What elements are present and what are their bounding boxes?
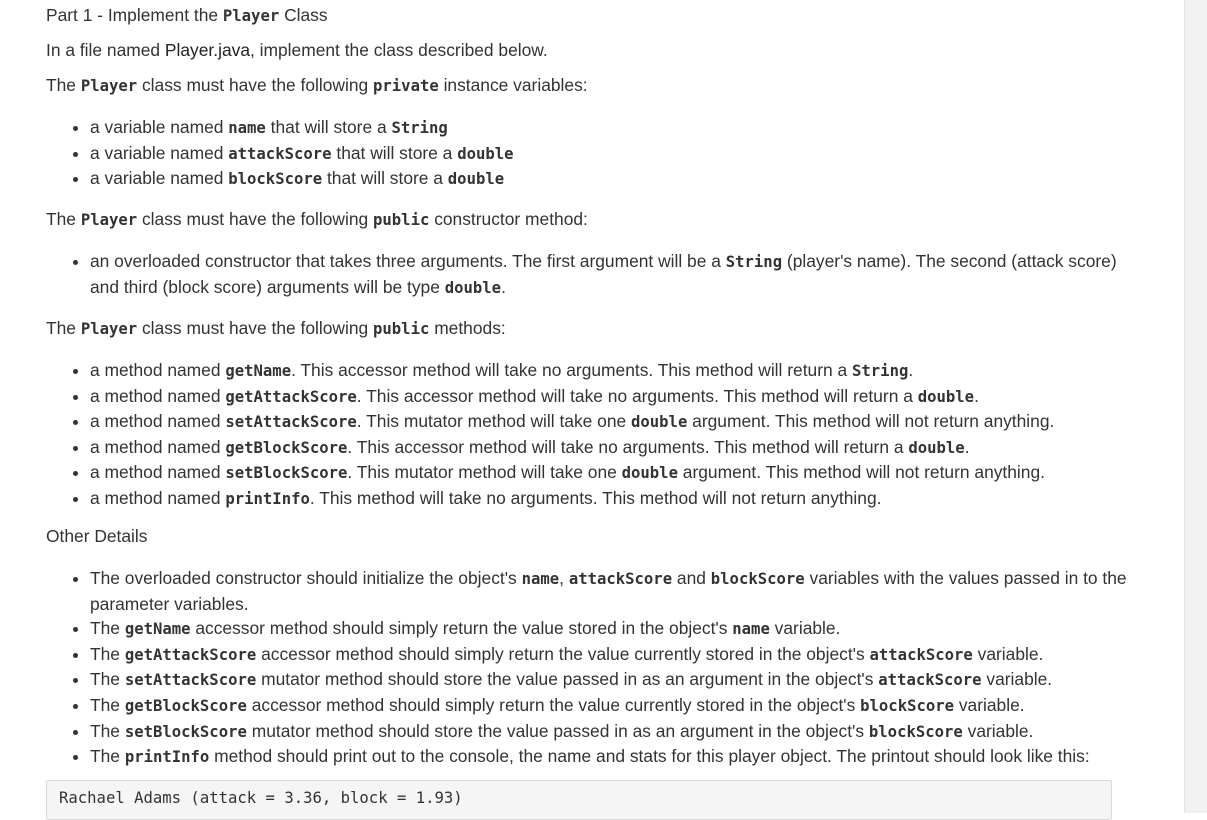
ivars-list <box>46 115 1156 192</box>
list-item: • The printInfo method should print out to the console, the name and stats for this player object. The printout should look like this: <box>90 744 1156 770</box>
list-item: • The getAttackScore accessor method should simply return the value currently stored in the object's attackScore variable. <box>90 642 1156 668</box>
list-item: • a method named getName. This accessor method will take no arguments. This method will return a String. <box>90 358 1156 384</box>
ctor-list <box>46 249 1130 300</box>
filename: Player.java <box>164 40 250 60</box>
list-item: • a variable named blockScore that will store a double <box>90 166 1156 192</box>
list-item: • a variable named attackScore that will store a double <box>90 141 1156 167</box>
ivars-paragraph: The Player class must have the following private instance variables: <box>46 75 588 95</box>
methods-paragraph: The Player class must have the following public methods: <box>46 318 506 338</box>
list-item: • a method named getBlockScore. This accessor method will take no arguments. This method will return a double. <box>90 435 1156 461</box>
sample-output-block: Rachael Adams (attack = 3.36, block = 1.93) <box>46 780 1112 820</box>
scrollbar[interactable] <box>1184 0 1207 813</box>
list-item: • The getName accessor method should simply return the value stored in the object's name variable. <box>90 616 1156 642</box>
list-item: • a method named getAttackScore. This accessor method will take no arguments. This method will return a double. <box>90 384 1156 410</box>
list-item: • The overloaded constructor should initialize the object's name, attackScore and blockScore variables with the values passed in to the parameter variables. <box>90 566 1156 616</box>
methods-list <box>46 358 1156 512</box>
part1-heading: Part 1 - Implement the Player Class <box>46 5 328 25</box>
list-item: • a method named printInfo. This method will take no arguments. This method will not return anything. <box>90 486 1156 512</box>
other-details-list <box>46 566 1156 770</box>
list-item: • an overloaded constructor that takes three arguments. The first argument will be a String (player's name). The second (attack score) and third (block score) arguments will be type double. <box>90 249 1130 300</box>
list-item: • The setAttackScore mutator method should store the value passed in as an argument in the object's attackScore variable. <box>90 667 1156 693</box>
other-details-heading: Other Details <box>46 526 148 546</box>
list-item: • a method named setAttackScore. This mutator method will take one double argument. This method will not return anything. <box>90 409 1156 435</box>
list-item: • The getBlockScore accessor method should simply return the value currently stored in the object's blockScore variable. <box>90 693 1156 719</box>
list-item: • The setBlockScore mutator method should store the value passed in as an argument in the object's blockScore variable. <box>90 719 1156 745</box>
list-item: • a method named setBlockScore. This mutator method will take one double argument. This method will not return anything. <box>90 460 1156 486</box>
intro-paragraph: In a file named Player.java, implement the class described below. <box>46 40 548 60</box>
class-name-code: Player <box>222 7 280 25</box>
ctor-paragraph: The Player class must have the following public constructor method: <box>46 209 588 229</box>
list-item: • a variable named name that will store a String <box>90 115 1156 141</box>
